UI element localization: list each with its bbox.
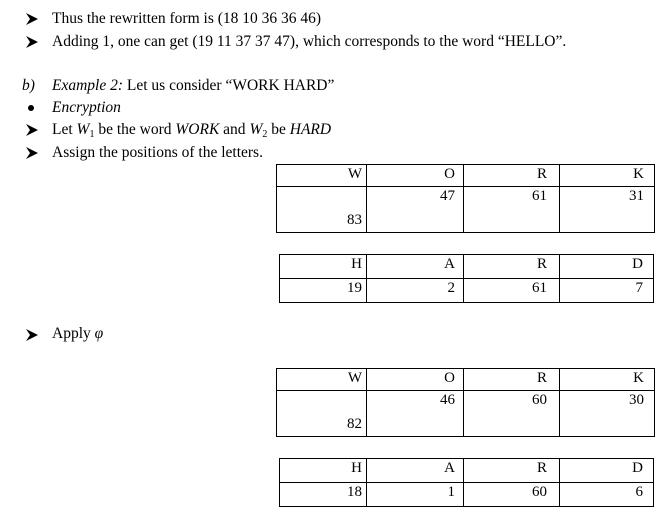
value-cell: 46 [367,391,464,437]
arrow-bullet-icon [24,145,40,161]
hard-word: HARD [289,121,332,138]
example-label: Example 2: [52,77,124,94]
letter-cell: A [367,459,464,483]
value-cell: 60 [464,391,560,437]
work-word: WORK [175,121,220,138]
letter-cell: H [280,459,367,483]
apply-prefix: Apply [52,325,95,342]
letter-cell: A [367,255,464,279]
letter-cell: R [464,255,560,279]
letter-cell: R [464,165,560,187]
letter-cell: R [464,369,560,391]
value-cell: 31 [560,187,655,233]
arrow-bullet-icon [24,122,40,138]
hard-table-1 [279,254,654,303]
letter-cell: H [280,255,367,279]
w2-subscript: 2 [262,129,268,140]
letter-cell: O [367,165,464,187]
value-cell: 60 [464,483,560,507]
work-table-2 [276,368,655,437]
arrow-bullet-icon [24,34,40,50]
value-cell: 61 [464,187,560,233]
letter-cell: K [560,165,655,187]
value-cell: 30 [560,391,655,437]
adding-one-line: Adding 1, one can get (19 11 37 37 47), which corresponds to the word “HELLO”. [52,33,567,50]
w2-var [249,121,267,138]
let-prefix: Let [52,121,77,138]
work-table-1 [276,164,655,233]
value-cell: 83 [277,187,367,233]
letter-cell: W [277,369,367,391]
rewritten-form-line: Thus the rewritten form is (18 10 36 36 46) [52,10,322,27]
round-bullet-icon [28,105,34,111]
value-cell: 7 [560,279,654,303]
arrow-bullet-icon [24,327,40,343]
apply-phi-line [52,325,103,343]
letter-cell: K [560,369,655,391]
letter-cell: D [560,459,654,483]
assign-positions-line: Assign the positions of the letters. [52,144,263,161]
value-cell: 2 [367,279,464,303]
w1-letter: W [76,121,90,138]
letter-cell: O [367,369,464,391]
value-cell: 18 [280,483,367,507]
letter-cell: D [560,255,654,279]
w1-subscript: 1 [89,129,95,140]
example-text: Let us consider “WORK HARD” [123,77,335,94]
let-words-line [52,121,331,144]
value-cell: 61 [464,279,560,303]
let-and: and [219,121,250,138]
example-heading [52,77,334,95]
phi-symbol: φ [94,325,104,342]
let-mid: be the word [94,121,176,138]
section-label: b) [22,77,35,94]
letter-cell: W [277,165,367,187]
value-cell: 47 [367,187,464,233]
w2-letter: W [249,121,263,138]
arrow-bullet-icon [24,11,40,27]
let-be: be [267,121,290,138]
value-cell: 19 [280,279,367,303]
value-cell: 1 [367,483,464,507]
encryption-label: Encryption [52,99,121,116]
w1-var [77,121,95,138]
value-cell: 6 [560,483,654,507]
letter-cell: R [464,459,560,483]
value-cell: 82 [277,391,367,437]
hard-table-2 [279,458,654,507]
